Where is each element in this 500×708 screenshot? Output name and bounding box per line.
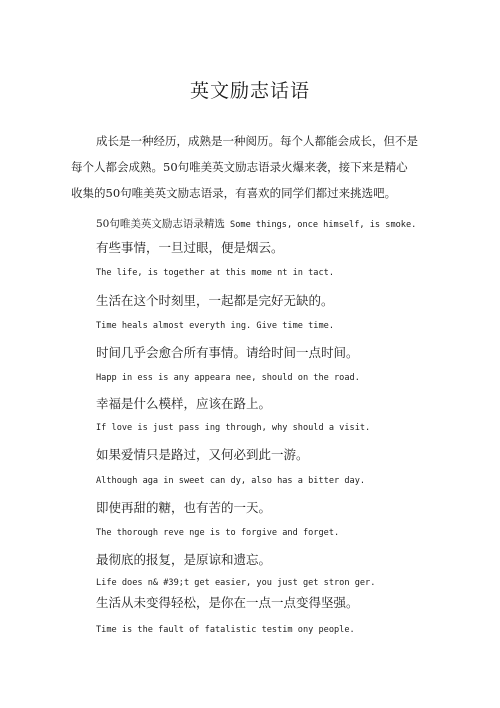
first-line-en: Some things, once himself, is smoke. bbox=[224, 220, 417, 230]
page-title: 英文励志话语 bbox=[189, 80, 310, 102]
entry-zh: 最彻底的报复，是原谅和遗忘。 bbox=[96, 552, 272, 567]
intro-line-1: 成长是一种经历，成熟是一种阅历。每个人都能会成长，但不是 bbox=[96, 134, 418, 148]
entry-en: Although aga in sweet can dy, also has a bitter day. bbox=[96, 476, 366, 486]
entry-en: Time heals almost everyth ing. Give time time. bbox=[96, 321, 334, 331]
entry-zh: 生活在这个时刻里，一起都是完好无缺的。 bbox=[96, 293, 334, 308]
entry-en: If love is just pass ing through, why should a visit. bbox=[96, 423, 371, 433]
first-line bbox=[96, 212, 416, 231]
intro-line-3: 收集的50句唯美英文励志语录，有喜欢的同学们都过来挑选吧。 bbox=[71, 186, 397, 200]
first-line-zh: 50句唯美英文励志语录精选 bbox=[96, 218, 225, 230]
entry-zh: 有些事情，一旦过眼，便是烟云。 bbox=[96, 240, 284, 255]
entry-zh: 幸福是什么模样，应该在路上。 bbox=[96, 396, 272, 411]
entry-en: Time is the fault of fatalistic testim ony people. bbox=[96, 625, 355, 635]
entry-zh: 生活从未变得轻松，是你在一点一点变得坚强。 bbox=[96, 595, 359, 610]
entry-zh: 如果爱情只是路过，又何必到此一游。 bbox=[96, 447, 309, 462]
entry-en: The thorough reve nge is to forgive and forget. bbox=[96, 528, 340, 538]
entry-en: Happ in ess is any appeara nee, should on the road. bbox=[96, 373, 360, 383]
entry-zh: 即使再甜的糖，也有苦的一天。 bbox=[96, 500, 272, 515]
intro-line-2: 每个人都会成熟。50句唯美英文励志语录火爆来袭，接下来是精心 bbox=[71, 160, 408, 174]
entry-zh: 时间几乎会愈合所有事情。请给时间一点时间。 bbox=[96, 345, 359, 360]
entry-en: The life, is together at this mome nt in tact. bbox=[96, 268, 334, 278]
entry-en: Life does n& #39;t get easier, you just get stron ger. bbox=[96, 578, 376, 588]
